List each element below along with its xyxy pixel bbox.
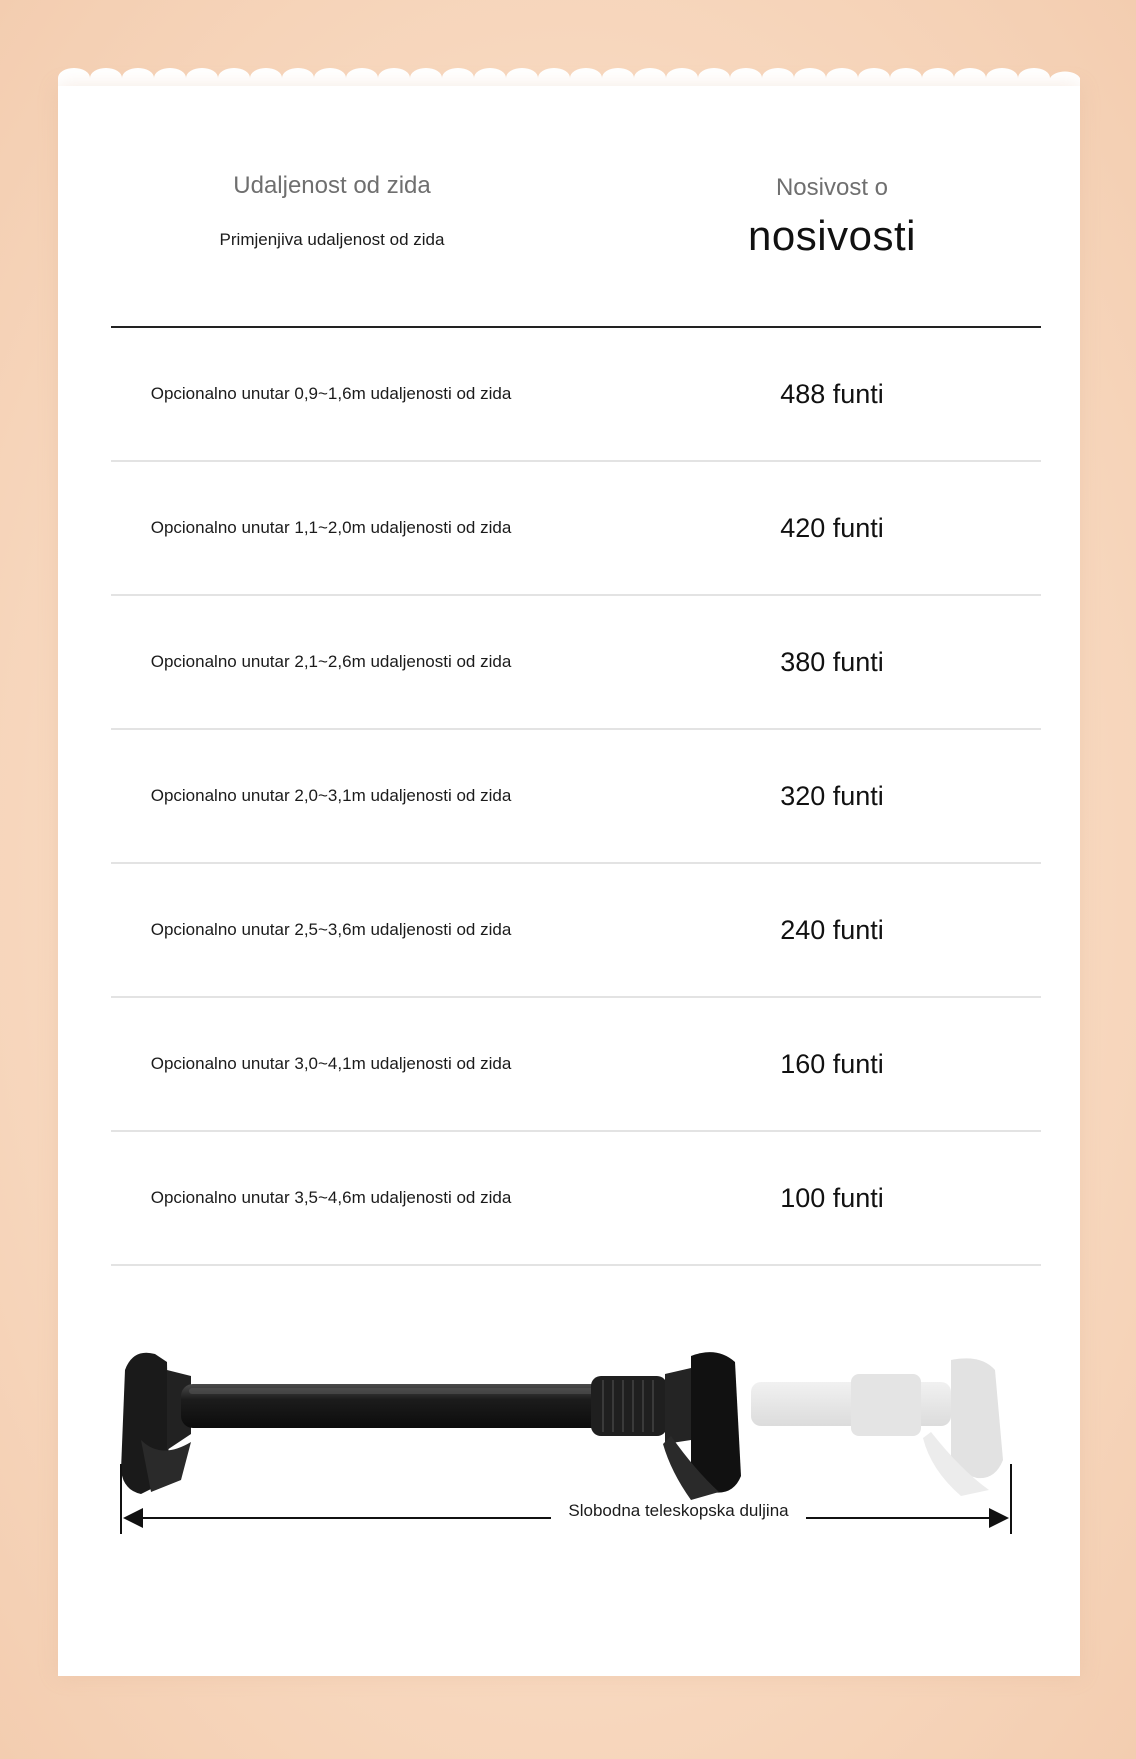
- table-row: [111, 1132, 1041, 1266]
- rod-ghost-extension: [751, 1358, 1003, 1496]
- distance-cell: Opcionalno unutar 2,0~3,1m udaljenosti od zida: [150, 786, 512, 805]
- capacity-cell: 380 funti: [780, 647, 884, 677]
- capacity-cell: 240 funti: [780, 915, 884, 945]
- arrow-right-icon: [989, 1508, 1009, 1528]
- table-row: [111, 462, 1041, 596]
- capacity-cell: 100 funti: [780, 1183, 884, 1213]
- measure-label: Slobodna teleskopska duljina: [551, 1501, 806, 1521]
- distance-header: [112, 172, 552, 250]
- rod-right-cap: [663, 1352, 741, 1500]
- distance-cell: Opcionalno unutar 1,1~2,0m udaljenosti od zida: [150, 518, 512, 537]
- rod-illustration: [111, 1340, 1031, 1560]
- arrow-left-icon: [123, 1508, 143, 1528]
- table-row: [111, 596, 1041, 730]
- distance-cell: Opcionalno unutar 3,0~4,1m udaljenosti od zida: [150, 1054, 512, 1073]
- distance-header-title: Udaljenost od zida: [233, 172, 431, 199]
- rod-left-cap: [121, 1353, 191, 1494]
- capacity-cell: 420 funti: [780, 513, 884, 543]
- distance-cell: Opcionalno unutar 2,5~3,6m udaljenosti od zida: [150, 920, 512, 939]
- distance-cell: Opcionalno unutar 3,5~4,6m udaljenosti od zida: [150, 1188, 512, 1207]
- capacity-header-title: Nosivost o: [775, 174, 889, 201]
- capacity-cell: 320 funti: [780, 781, 884, 811]
- table-row: [111, 730, 1041, 864]
- distance-header-subtitle: Primjenjiva udaljenost od zida: [219, 230, 445, 249]
- table-row: [111, 328, 1041, 462]
- capacity-header: [692, 174, 972, 260]
- capacity-cell: 160 funti: [780, 1049, 884, 1079]
- capacity-header-big: nosivosti: [748, 212, 916, 259]
- measure-line: [121, 1464, 1011, 1534]
- table-row: [111, 864, 1041, 998]
- distance-cell: Opcionalno unutar 2,1~2,6m udaljenosti od zida: [150, 652, 512, 671]
- telescopic-rod-icon: [111, 1340, 1031, 1560]
- capacity-cell: 488 funti: [780, 379, 884, 409]
- spec-table: [111, 328, 1041, 1266]
- rod-body: [181, 1376, 667, 1436]
- table-row: [111, 998, 1041, 1132]
- distance-cell: Opcionalno unutar 0,9~1,6m udaljenosti od zida: [150, 384, 512, 403]
